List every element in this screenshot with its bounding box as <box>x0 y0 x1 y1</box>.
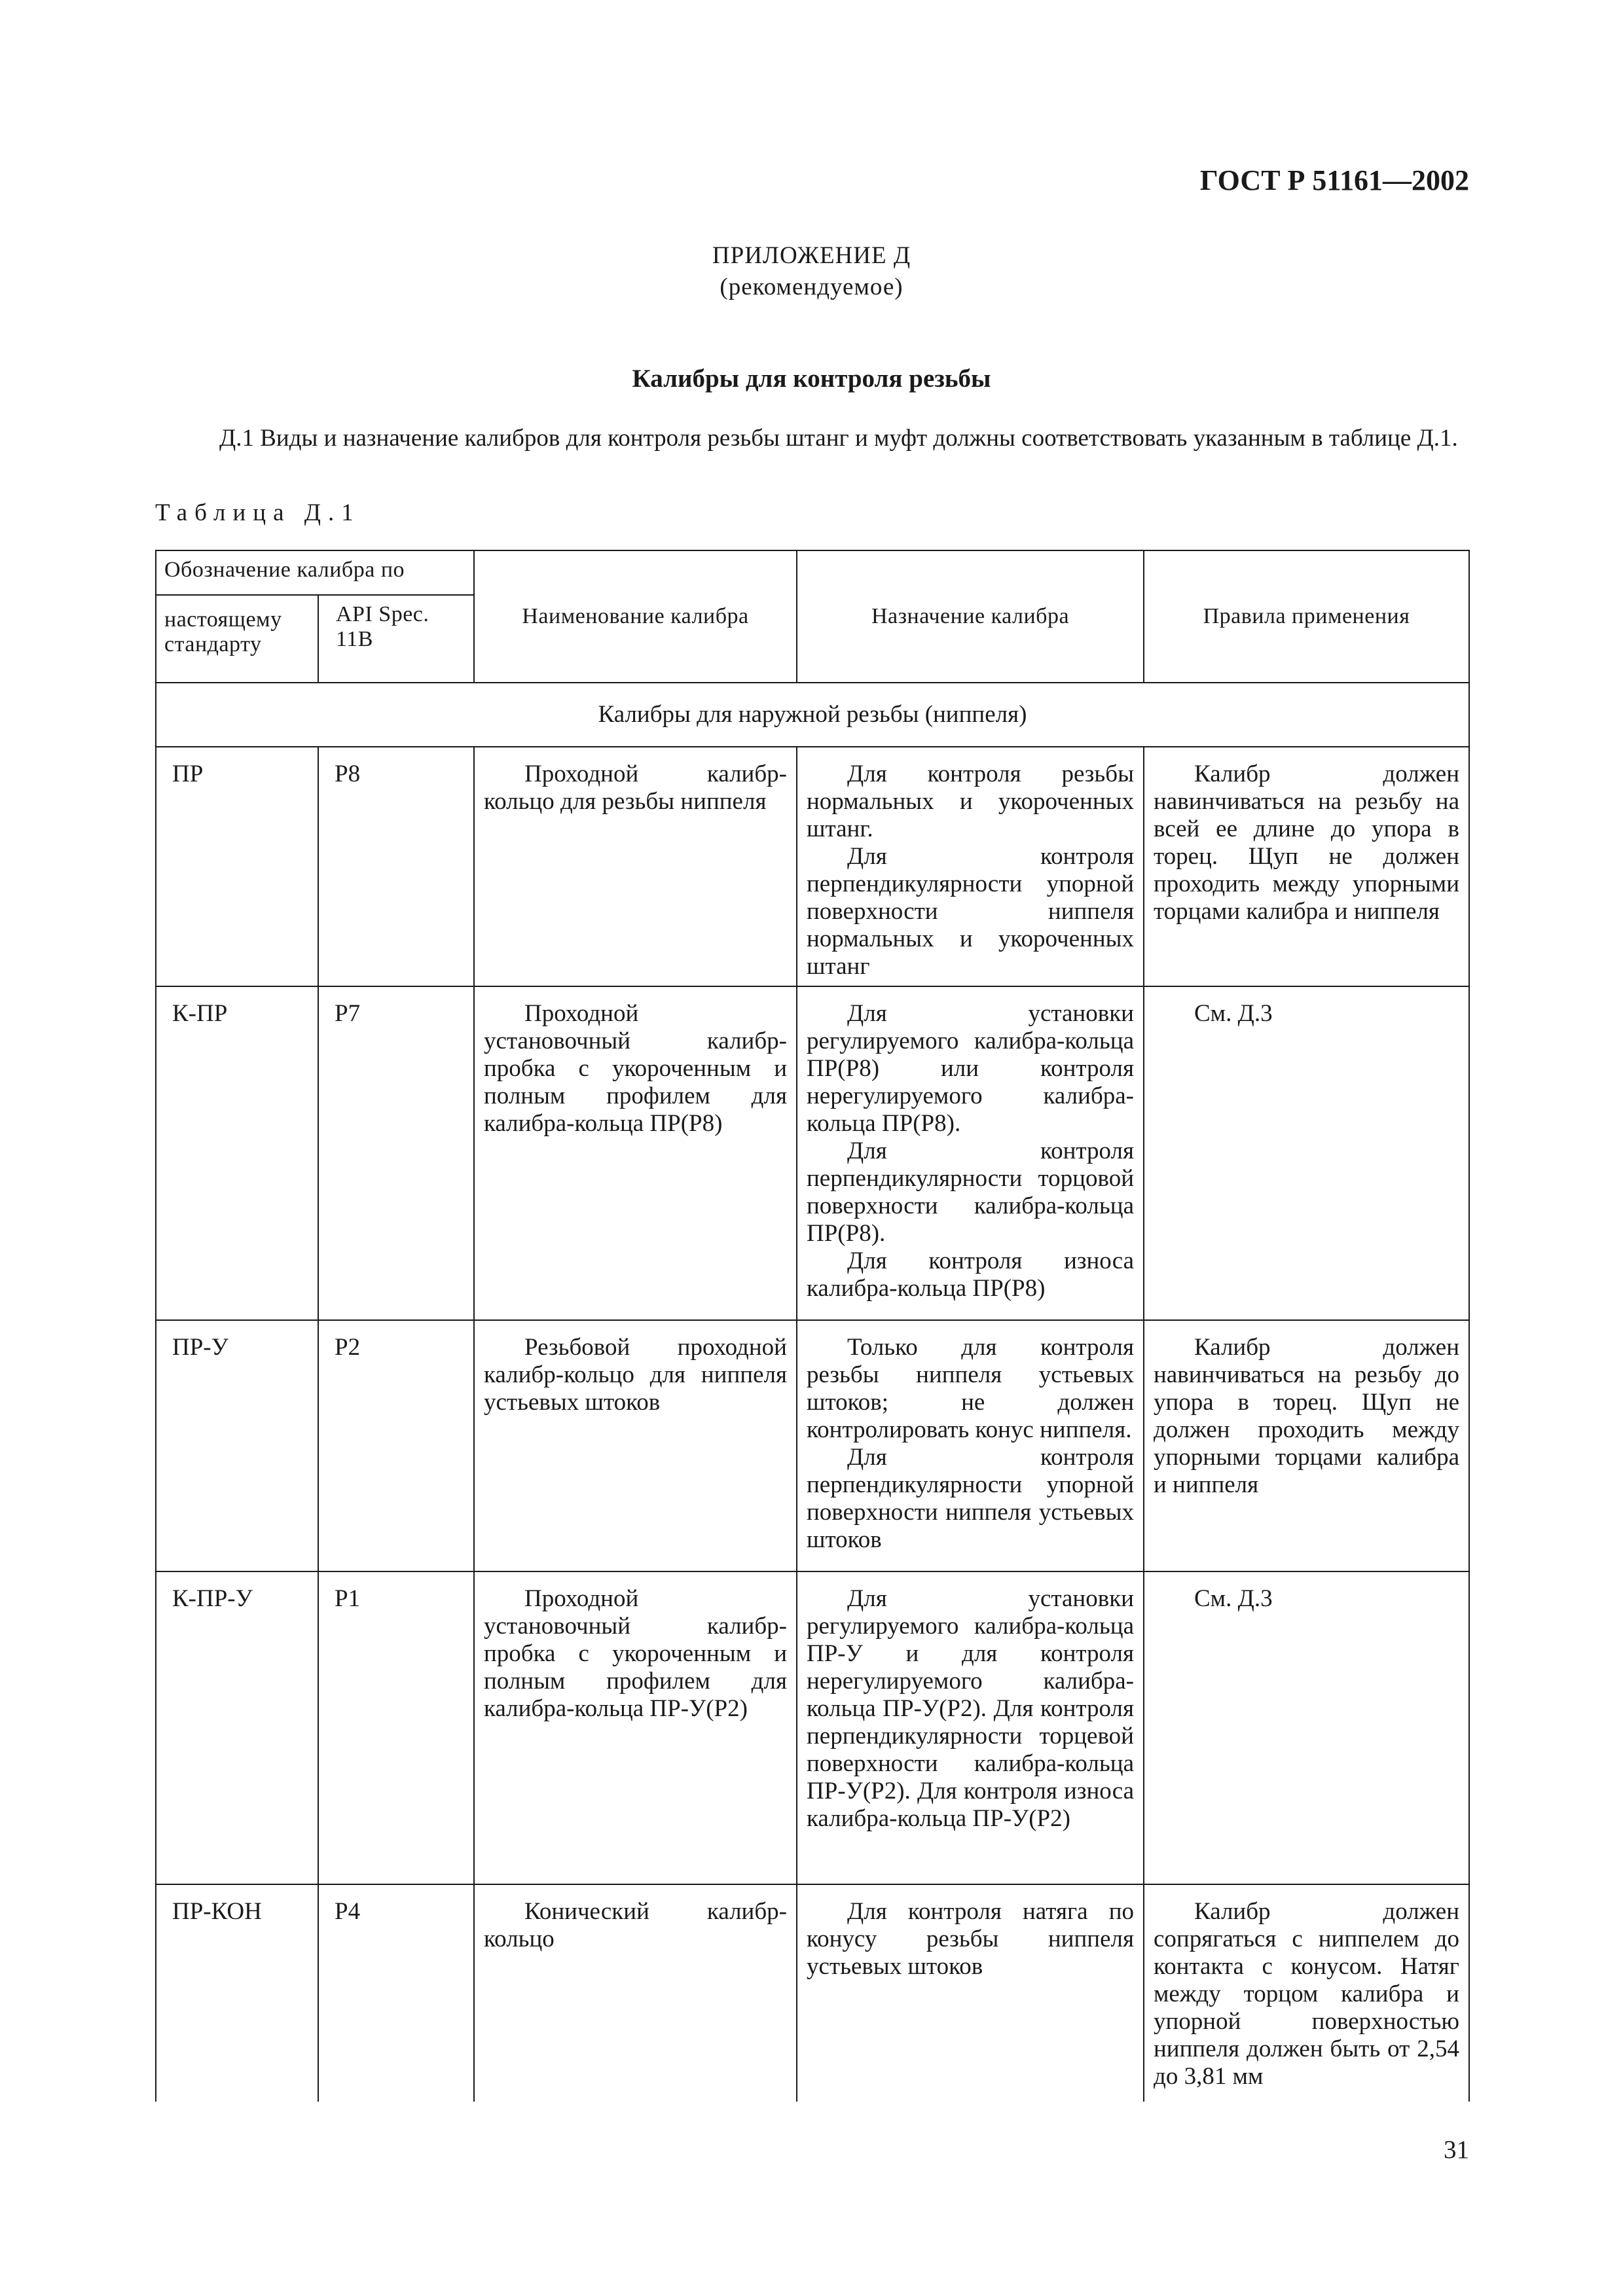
row-api: P1 <box>318 1571 474 1884</box>
row-name: Конический калибр-кольцо <box>474 1884 797 2102</box>
purpose-line: Для контроля перпендикулярности торцовой поверхности калибра-кольца ПР(Р8). <box>807 1138 1134 1247</box>
table-row <box>156 986 1469 1320</box>
purpose-line: Для контроля износа калибра-кольца ПР(Р8) <box>807 1247 1134 1302</box>
table-row <box>156 747 1469 986</box>
row-api: P7 <box>318 986 474 1320</box>
table-row <box>156 1571 1469 1884</box>
row-rules: Калибр должен навинчиваться на резьбу до упора в торец. Щуп не должен проходить между упорными торцами калибра и ниппеля <box>1144 1320 1469 1571</box>
appendix-subtitle: (рекомендуемое) <box>720 274 903 300</box>
row-rules: Калибр должен навинчиваться на резьбу на всей ее длине до упора в торец. Щуп не должен проходить между упорными торцами калибра и ниппеля <box>1144 747 1469 986</box>
purpose-line: Для установки регулируемого калибра-кольца ПР-У и для контроля нерегулируемого калибра-кольца ПР-У(Р2). Для контроля перпендикулярности торцевой поверхности калибра-кольца ПР-У(Р2). Для контроля износа калибра-кольца ПР-У(Р2) <box>807 1585 1134 1832</box>
row-purpose <box>797 1320 1144 1571</box>
row-purpose <box>797 1884 1144 2102</box>
table-caption: Таблица Д.1 <box>155 499 361 526</box>
row-name: Проходной установочный калибр-пробка с укороченным и полным профилем для калибра-кольца ПР(Р8) <box>474 986 797 1320</box>
purpose-line: Только для контроля резьбы ниппеля устьевых штоков; не должен контролировать конус ниппеля. <box>807 1334 1134 1443</box>
page-number: 31 <box>1444 2136 1469 2164</box>
purpose-line: Для контроля резьбы нормальных и укороченных штанг. <box>807 761 1134 842</box>
row-api: P4 <box>318 1884 474 2102</box>
row-code: ПР-У <box>156 1320 318 1571</box>
table-row <box>156 1320 1469 1571</box>
intro-paragraph: Д.1 Виды и назначение калибров для контроля резьбы штанг и муфт должны соответствовать указанным в таблице Д.1. <box>219 425 1458 452</box>
purpose-line: Для контроля перпендикулярности упорной поверхности ниппеля устьевых штоков <box>807 1444 1134 1553</box>
purpose-line: Для установки регулируемого калибра-кольца ПР(Р8) или контроля нерегулируемого калибра-кольца ПР(Р8). <box>807 1000 1134 1137</box>
row-purpose <box>797 986 1144 1320</box>
section-title: Калибры для контроля резьбы <box>632 365 991 393</box>
header-rules: Правила применения <box>1144 550 1469 683</box>
row-purpose <box>797 1571 1144 1884</box>
appendix-title: ПРИЛОЖЕНИЕ Д <box>712 242 911 269</box>
standard-designation: ГОСТ Р 51161—2002 <box>1199 164 1469 196</box>
row-api: P2 <box>318 1320 474 1571</box>
row-code: К-ПР <box>156 986 318 1320</box>
row-code: ПР-КОН <box>156 1884 318 2102</box>
row-code: ПР <box>156 747 318 986</box>
gauges-table <box>155 550 1470 2102</box>
row-code: К-ПР-У <box>156 1571 318 1884</box>
purpose-line: Для контроля перпендикулярности упорной поверхности ниппеля нормальных и укороченных штанг <box>807 843 1134 980</box>
row-name: Проходной калибр-кольцо для резьбы ниппеля <box>474 747 797 986</box>
row-api: P8 <box>318 747 474 986</box>
row-name: Резьбовой проходной калибр-кольцо для ниппеля устьевых штоков <box>474 1320 797 1571</box>
row-rules: Калибр должен сопрягаться с ниппелем до контакта с конусом. Натяг между торцом калибра и упорной поверхностью ниппеля должен быть от 2,54 до 3,81 мм <box>1144 1884 1469 2102</box>
row-name: Проходной установочный калибр-пробка с укороченным и полным профилем для калибра-кольца ПР-У(Р2) <box>474 1571 797 1884</box>
purpose-line: Для контроля натяга по конусу резьбы ниппеля устьевых штоков <box>807 1898 1134 1980</box>
row-rules: См. Д.3 <box>1144 1571 1469 1884</box>
row-rules: См. Д.3 <box>1144 986 1469 1320</box>
table-row <box>156 1884 1469 2102</box>
group-title: Калибры для наружной резьбы (ниппеля) <box>156 683 1469 747</box>
row-purpose <box>797 747 1144 986</box>
header-api: API Spec. 11B <box>318 595 474 683</box>
header-purpose: Назначение калибра <box>797 550 1144 683</box>
header-designation: Обозначение калибра по <box>156 550 474 595</box>
header-name: Наименование калибра <box>474 550 797 683</box>
header-this-standard: настоящему стандарту <box>156 595 318 683</box>
